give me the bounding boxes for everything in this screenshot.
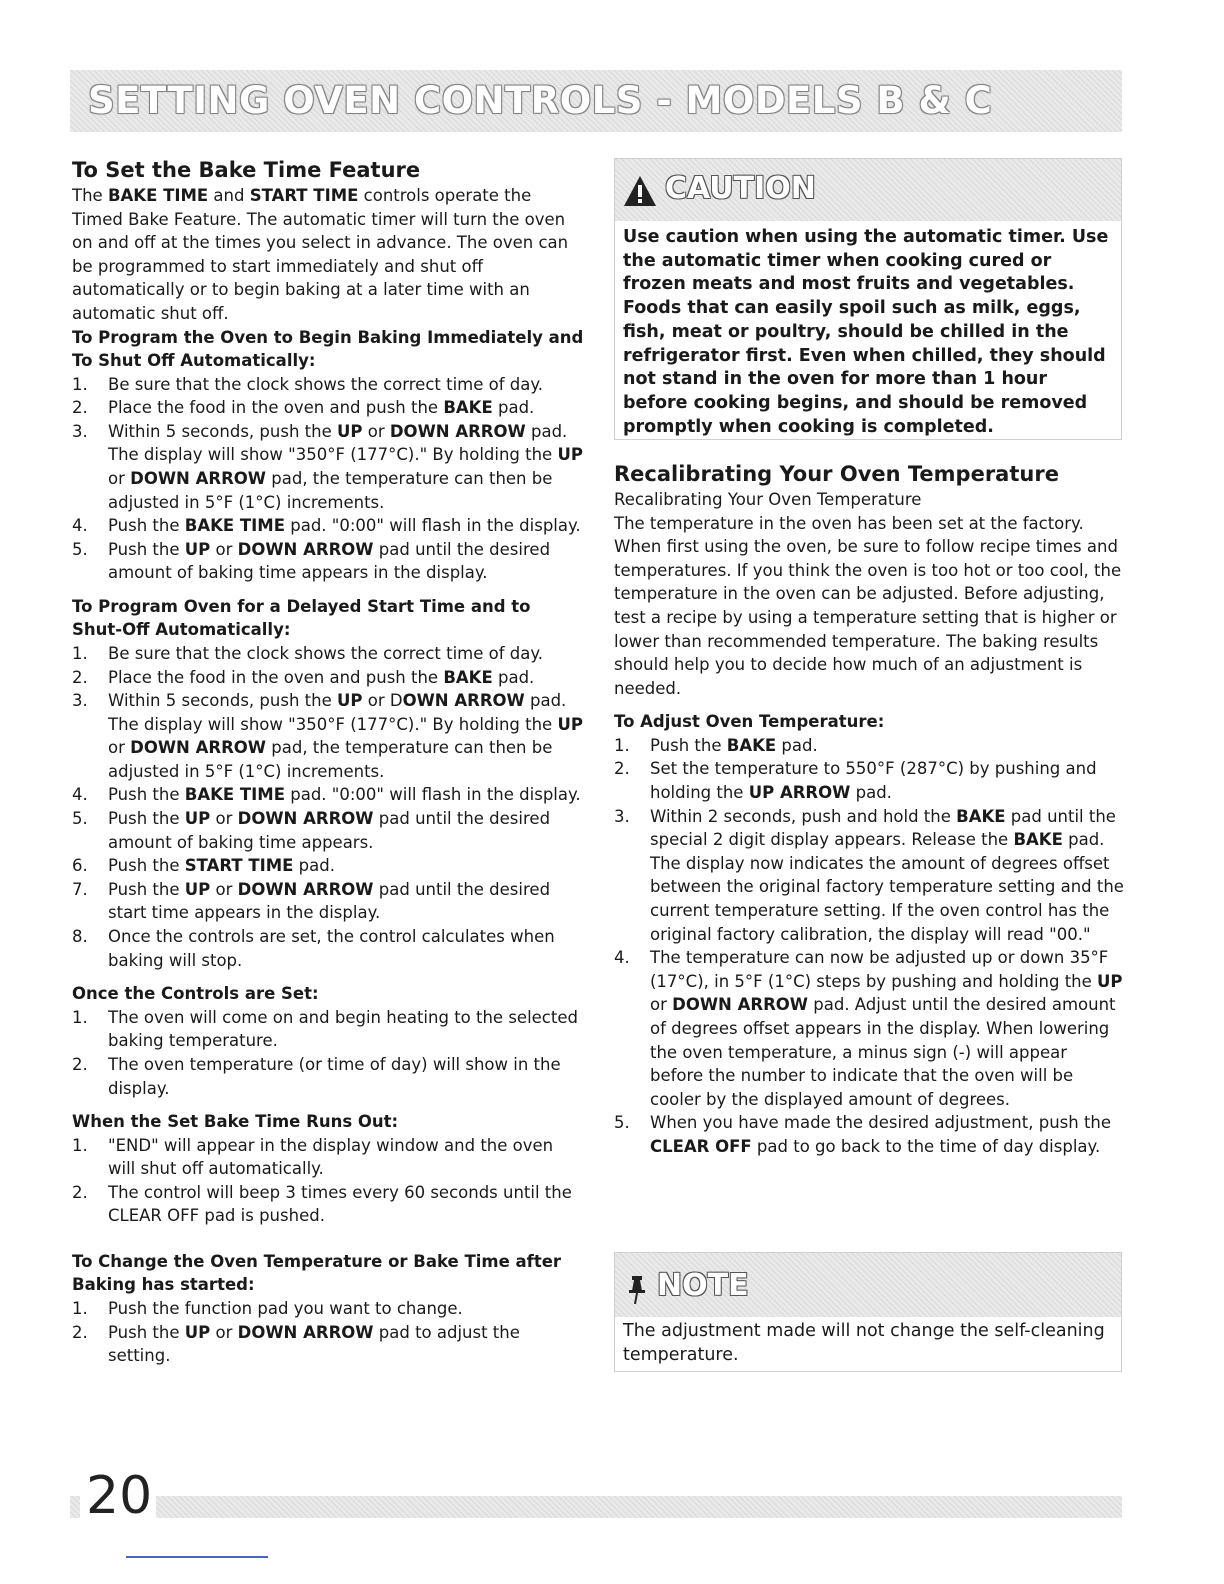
list-number: 4. (72, 516, 88, 536)
bold-term: CLEAR OFF (650, 1136, 752, 1156)
list-number: 5. (72, 809, 88, 829)
pushpin-icon (627, 1275, 647, 1305)
section-heading: Once the Controls are Set: (72, 984, 319, 1004)
list-number: 4. (72, 785, 88, 805)
recalibrate-heading: Recalibrating Your Oven Temperature (614, 462, 1059, 486)
list-item: 4. Push the BAKE TIME pad. "0:00" will flash in the display. (72, 514, 584, 538)
adjust-temperature-heading: To Adjust Oven Temperature: (614, 712, 885, 732)
list-number: 3. (614, 806, 630, 826)
list-item: 3. Within 5 seconds, push the UP or DOWN ARROW pad. The display will show "350°F (177°C)." By holding the UP or DOWN ARROW pad, the temperature can then be adjusted in 5°F (1°C) increments. (72, 691, 583, 781)
bold-term: BAKE (1013, 830, 1063, 850)
bold-term: START TIME (249, 186, 359, 205)
section-heading: To Change the Oven Temperature or Bake Time after Baking has started: (72, 1251, 562, 1295)
list-item: 3. Within 2 seconds, push and hold the BAKE pad until the special 2 digit display appears. Release the BAKE pad. The display now indicates the amount of degrees offset between the original factory temperature setting and the current temperature setting. If the oven control has the original factory calibration, the display will read "00." (614, 806, 1124, 944)
list-number: 5. (72, 539, 88, 559)
list-item: 2. The oven temperature (or time of day) will show in the display. (72, 1054, 561, 1098)
recalibrate-subtitle: Recalibrating Your Oven Temperature (614, 490, 922, 509)
list-number: 1. (72, 1135, 88, 1155)
footer-bar (70, 1496, 1122, 1518)
list-number: 8. (72, 927, 88, 947)
list-item: 5. When you have made the desired adjustment, push the CLEAR OFF pad to go back to the time of day display. (614, 1113, 1112, 1156)
list-number: 1. (72, 643, 88, 663)
bold-term: BAKE (443, 667, 493, 687)
caution-label: CAUTION (665, 171, 816, 206)
bold-term: UP ARROW (748, 783, 851, 803)
bold-term: UP (184, 879, 211, 899)
bold-term: BAKE TIME (107, 186, 209, 205)
caution-header (615, 159, 1121, 221)
steps-list (72, 642, 584, 972)
warning-icon (623, 175, 657, 207)
recalibrate-section (614, 460, 1124, 1159)
section-heading: When the Set Bake Time Runs Out: (72, 1112, 399, 1132)
bold-term: DOWN ARROW (672, 995, 809, 1015)
list-number: 1. (614, 735, 630, 755)
caution-box (614, 158, 1122, 440)
note-box (614, 1252, 1122, 1372)
bake-time-heading: To Set the Bake Time Feature (72, 158, 421, 182)
list-number: 6. (72, 856, 88, 876)
list-item: 7. Push the UP or DOWN ARROW pad until the desired start time appears in the display. (72, 879, 551, 923)
list-item: 1. Push the BAKE pad. (614, 734, 1124, 758)
list-item: 5. Push the UP or DOWN ARROW pad until the desired amount of baking time appears in the display. (72, 539, 551, 583)
bold-term: UP (184, 1322, 211, 1342)
list-item: 1. Be sure that the clock shows the correct time of day. (72, 373, 584, 397)
bold-term: UP (557, 445, 583, 465)
bold-term: DOWN ARROW (130, 738, 267, 758)
bold-term: BAKE (956, 806, 1006, 826)
bold-term: DOWN ARROW (237, 1322, 374, 1342)
list-number: 2. (72, 667, 88, 687)
section-heading: To Program Oven for a Delayed Start Time and to Shut-Off Automatically: (72, 596, 531, 640)
list-number: 2. (72, 1054, 88, 1074)
bold-term: DOWN ARROW (237, 879, 374, 899)
section-heading: To Program the Oven to Begin Baking Immediately and To Shut Off Automatically: (72, 327, 584, 371)
list-item: 5. Push the UP or DOWN ARROW pad until the desired amount of baking time appears. (72, 809, 551, 852)
list-item: 4. Push the BAKE TIME pad. "0:00" will flash in the display. (72, 783, 584, 807)
list-item: 1. "END" will appear in the display window and the oven will shut off automatically. (72, 1135, 554, 1179)
caution-text: Use caution when using the automatic timer. Use the automatic timer when cooking cured or frozen meats and most fruits and vegetables. Foods that can easily spoil such as milk, eggs, fish, meat or poultry, should be chilled in the refrigerator first. Even when chilled, they should not stand in the oven for more than 1 hour before cooking begins, and should be removed promptly when cooking is completed. (623, 227, 1109, 437)
bold-term: UP (557, 714, 583, 734)
list-number: 1. (72, 1298, 88, 1318)
intro-paragraph: The BAKE TIME and START TIME controls operate the Timed Bake Feature. The automatic timer will turn the oven on and off at the times you select in advance. The oven can be programmed to start immediately and shut off automatically or to begin baking at a later time with an automatic shut off. (72, 186, 569, 323)
list-item: 8. Once the controls are set, the control calculates when baking will stop. (72, 927, 555, 970)
list-number: 4. (614, 948, 630, 968)
list-item: 2. Place the food in the oven and push the BAKE pad. (72, 396, 584, 420)
list-item: 2. Set the temperature to 550°F (287°C) by pushing and holding the UP ARROW pad. (614, 759, 1097, 803)
bottom-rule (126, 1556, 268, 1558)
bold-term: OWN ARROW (402, 691, 525, 711)
list-number: 1. (72, 374, 88, 394)
bold-term: UP (1097, 971, 1123, 991)
list-item: 4. The temperature can now be adjusted up or down 35°F (17°C), in 5°F (1°C) steps by pushing and holding the UP or DOWN ARROW pad. Adjust until the desired amount of degrees offset appears in the display. When lowering the oven temperature, a minus sign (-) will appear before the number to indicate that the oven will be cooler by the displayed amount of degrees. (614, 948, 1123, 1109)
list-number: 2. (614, 759, 630, 779)
list-number: 1. (72, 1007, 88, 1027)
list-item: 1. The oven will come on and begin heating to the selected baking temperature. (72, 1007, 578, 1051)
bold-term: BAKE (726, 735, 777, 755)
bake-time-intro (72, 184, 584, 326)
list-number: 5. (614, 1113, 630, 1133)
recalibrate-paragraph: The temperature in the oven has been set at the factory. When first using the oven, be sure to follow recipe times and temperatures. If you think the oven is too hot or too cool, the temperature in the oven can be adjusted. Before adjusting, test a recipe by using a temperature setting that is higher or lower than recommended temperature. The baking results should help you to decide how much of an adjustment is needed. (614, 513, 1122, 698)
left-column (72, 156, 584, 1368)
list-item: 2. The control will beep 3 times every 60 seconds until the CLEAR OFF pad is pushed. (72, 1182, 572, 1226)
adjust-steps-list (614, 734, 1124, 1159)
list-item: 6. Push the START TIME pad. (72, 854, 584, 878)
list-number: 3. (72, 421, 88, 441)
page-number: 20 (80, 1466, 156, 1526)
steps-list (72, 1297, 584, 1368)
steps-list (72, 373, 584, 585)
page-title: SETTING OVEN CONTROLS - MODELS B & C (88, 79, 993, 122)
header-banner (70, 70, 1122, 132)
instruction-sections (72, 326, 584, 1368)
list-item: 1. Push the function pad you want to change. (72, 1297, 584, 1321)
steps-list (72, 1134, 584, 1228)
list-number: 2. (72, 398, 88, 418)
bold-term: UP (184, 539, 211, 559)
bold-term: DOWN ARROW (237, 539, 374, 559)
list-item: 1. Be sure that the clock shows the correct time of day. (72, 642, 584, 666)
list-item: 2. Place the food in the oven and push the BAKE pad. (72, 666, 584, 690)
steps-list (72, 1006, 584, 1100)
bold-term: BAKE TIME (184, 516, 285, 536)
list-item: 2. Push the UP or DOWN ARROW pad to adjust the setting. (72, 1322, 520, 1366)
list-item: 3. Within 5 seconds, push the UP or DOWN ARROW pad. The display will show "350°F (177°C)." By holding the UP or DOWN ARROW pad, the temperature can then be adjusted in 5°F (1°C) increments. (72, 421, 583, 512)
bold-term: UP (336, 421, 363, 441)
bold-term: BAKE (443, 398, 493, 418)
list-number: 2. (72, 1182, 88, 1202)
bold-term: UP (184, 809, 211, 829)
list-number: 3. (72, 691, 88, 711)
bold-term: DOWN ARROW (389, 421, 526, 441)
bold-term: DOWN ARROW (130, 468, 267, 488)
bold-term: UP (336, 691, 363, 711)
note-label: NOTE (657, 1268, 749, 1303)
bold-term: BAKE TIME (184, 785, 285, 805)
note-text: The adjustment made will not change the self-cleaning temperature. (623, 1321, 1105, 1365)
list-number: 2. (72, 1322, 88, 1342)
bold-term: START TIME (184, 856, 294, 876)
list-number: 7. (72, 879, 88, 899)
note-header (615, 1253, 1121, 1317)
bold-term: DOWN ARROW (237, 809, 374, 829)
